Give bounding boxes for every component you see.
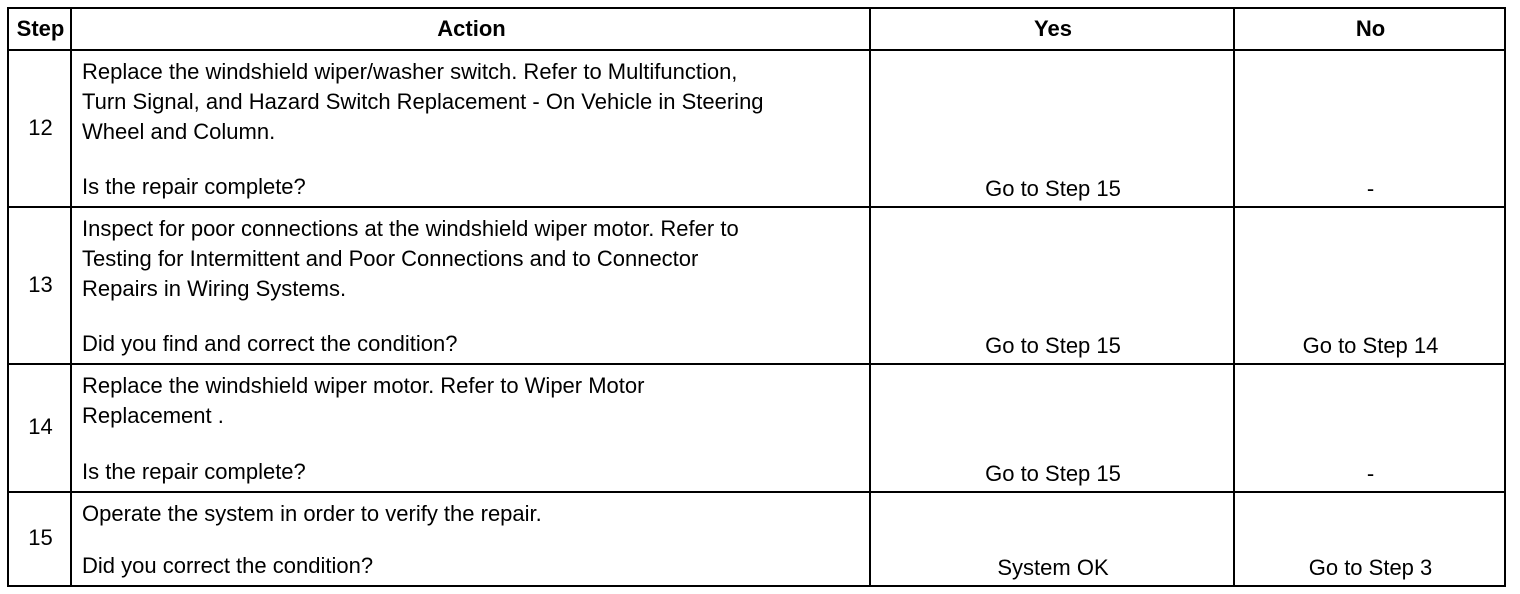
step-number: 12: [28, 114, 53, 140]
table-row: [9, 491, 1504, 585]
step-number: 13: [28, 271, 53, 297]
no-result: -: [1366, 176, 1375, 201]
action-line: Testing for Intermittent and Poor Connections and to Connector: [82, 246, 699, 271]
yes-cell: [869, 491, 1235, 585]
yes-result: Go to Step 15: [985, 333, 1121, 358]
header-action: Action: [70, 9, 871, 49]
action-line: Replacement .: [82, 403, 224, 428]
step-number: 14: [28, 414, 53, 439]
no-cell: [1233, 206, 1506, 363]
no-result: Go to Step 3: [1308, 555, 1433, 580]
action-question: Did you find and correct the condition?: [82, 331, 458, 356]
action-cell: [70, 206, 871, 363]
step-number: 15: [28, 525, 53, 550]
yes-cell: [869, 206, 1235, 363]
table-row: [9, 49, 1504, 208]
action-question: Is the repair complete?: [82, 174, 306, 199]
yes-result: Go to Step 15: [985, 176, 1121, 201]
no-cell: [1233, 363, 1506, 491]
action-line: Operate the system in order to verify the repair.: [82, 501, 542, 526]
action-cell: [70, 491, 871, 585]
action-line: Turn Signal, and Hazard Switch Replacement - On Vehicle in Steering: [82, 89, 764, 114]
action-line: Replace the windshield wiper/washer switch. Refer to Multifunction,: [82, 59, 738, 84]
table-header-row: [9, 9, 1504, 51]
action-question: Is the repair complete?: [82, 459, 306, 484]
action-cell: [70, 363, 871, 491]
action-line: Replace the windshield wiper motor. Refer to Wiper Motor: [82, 373, 645, 398]
no-cell: [1233, 49, 1506, 206]
action-cell: [70, 49, 871, 206]
action-question: Did you correct the condition?: [82, 553, 374, 578]
yes-result: Go to Step 15: [985, 461, 1121, 486]
action-line: Repairs in Wiring Systems.: [82, 276, 347, 301]
action-line: Wheel and Column.: [82, 119, 276, 144]
action-line: Inspect for poor connections at the windshield wiper motor. Refer to: [82, 216, 739, 241]
diagnostic-table: [7, 7, 1506, 587]
header-no: No: [1233, 9, 1506, 49]
yes-result: System OK: [997, 555, 1109, 580]
no-result: Go to Step 14: [1302, 333, 1439, 358]
no-cell: [1233, 491, 1506, 585]
no-result: -: [1366, 461, 1375, 486]
yes-cell: [869, 363, 1235, 491]
table-row: [9, 206, 1504, 365]
header-step: Step: [16, 16, 65, 41]
table-row: [9, 363, 1504, 493]
yes-cell: [869, 49, 1235, 206]
header-yes: Yes: [869, 9, 1235, 49]
